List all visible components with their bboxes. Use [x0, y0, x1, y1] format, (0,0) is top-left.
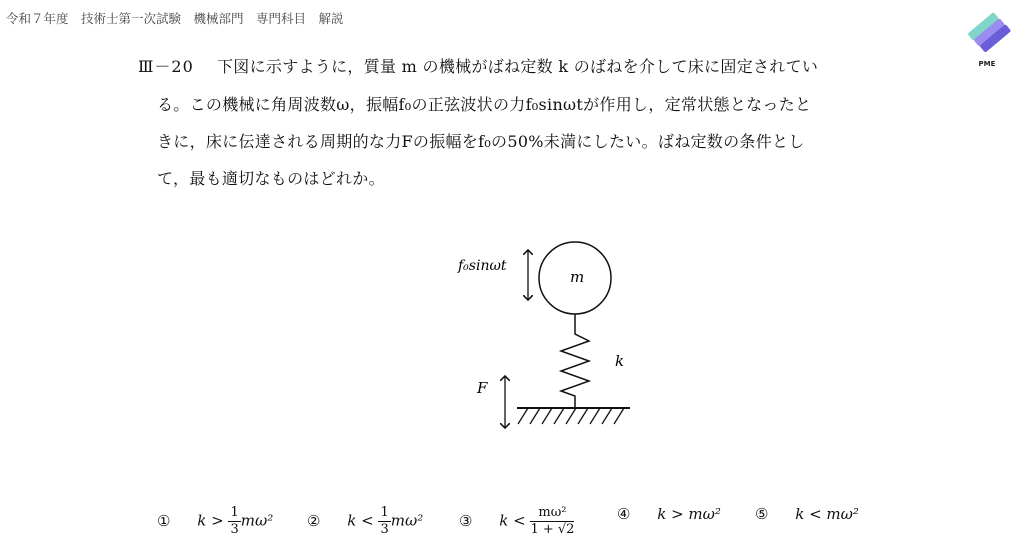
logo-text: PME	[978, 60, 996, 68]
page-header: 令和７年度 技術士第一次試験 機械部門 専門科目 解説	[6, 11, 344, 26]
spring-label: k	[615, 352, 625, 370]
answer-4: ④ k > mω²	[617, 505, 721, 523]
answer-options	[0, 505, 1024, 550]
pme-logo	[958, 6, 1016, 70]
logo-stripes-icon	[958, 6, 1016, 60]
floor-hatching	[518, 408, 624, 424]
question-line-4: て，最も適切なものはどれか。	[157, 169, 385, 188]
answer-2: ② k < $\frac{1}{3}$ mω²	[307, 505, 424, 537]
answer-2-fraction: $\frac{1}{3}$	[380, 505, 389, 537]
question-line-2: る。この機械に角周波数ω，振幅f₀の正弦波状の力f₀sinωtが作用し，定常状態となったと	[157, 95, 812, 114]
answer-5: ⑤ k < mω²	[755, 505, 859, 523]
question-number: Ⅲ－20	[138, 57, 194, 76]
answer-1: ① k > $\frac{1}{3}$ mω²	[157, 505, 274, 537]
spring	[561, 314, 589, 408]
answer-3: ③ k < $\frac{\text{mω²}}{1 + √2}$	[459, 505, 575, 537]
answer-1-fraction: $\frac{1}{3}$	[230, 505, 239, 537]
mass-label: m	[570, 268, 585, 286]
question-line-3: きに，床に伝達される周期的な力Fの振幅をf₀の50%未満にしたい。ばね定数の条件とし	[157, 132, 805, 151]
force-label: f₀sinωt	[458, 258, 507, 274]
floor-force-label: F	[477, 379, 488, 397]
answer-3-fraction: $\frac{\text{mω²}}{1 + √2}$	[530, 505, 575, 537]
spring-mass-diagram	[450, 238, 650, 438]
question-line-1: 下図に示すように，質量 m の機械がばね定数 k のばねを介して床に固定されてい	[217, 57, 819, 76]
